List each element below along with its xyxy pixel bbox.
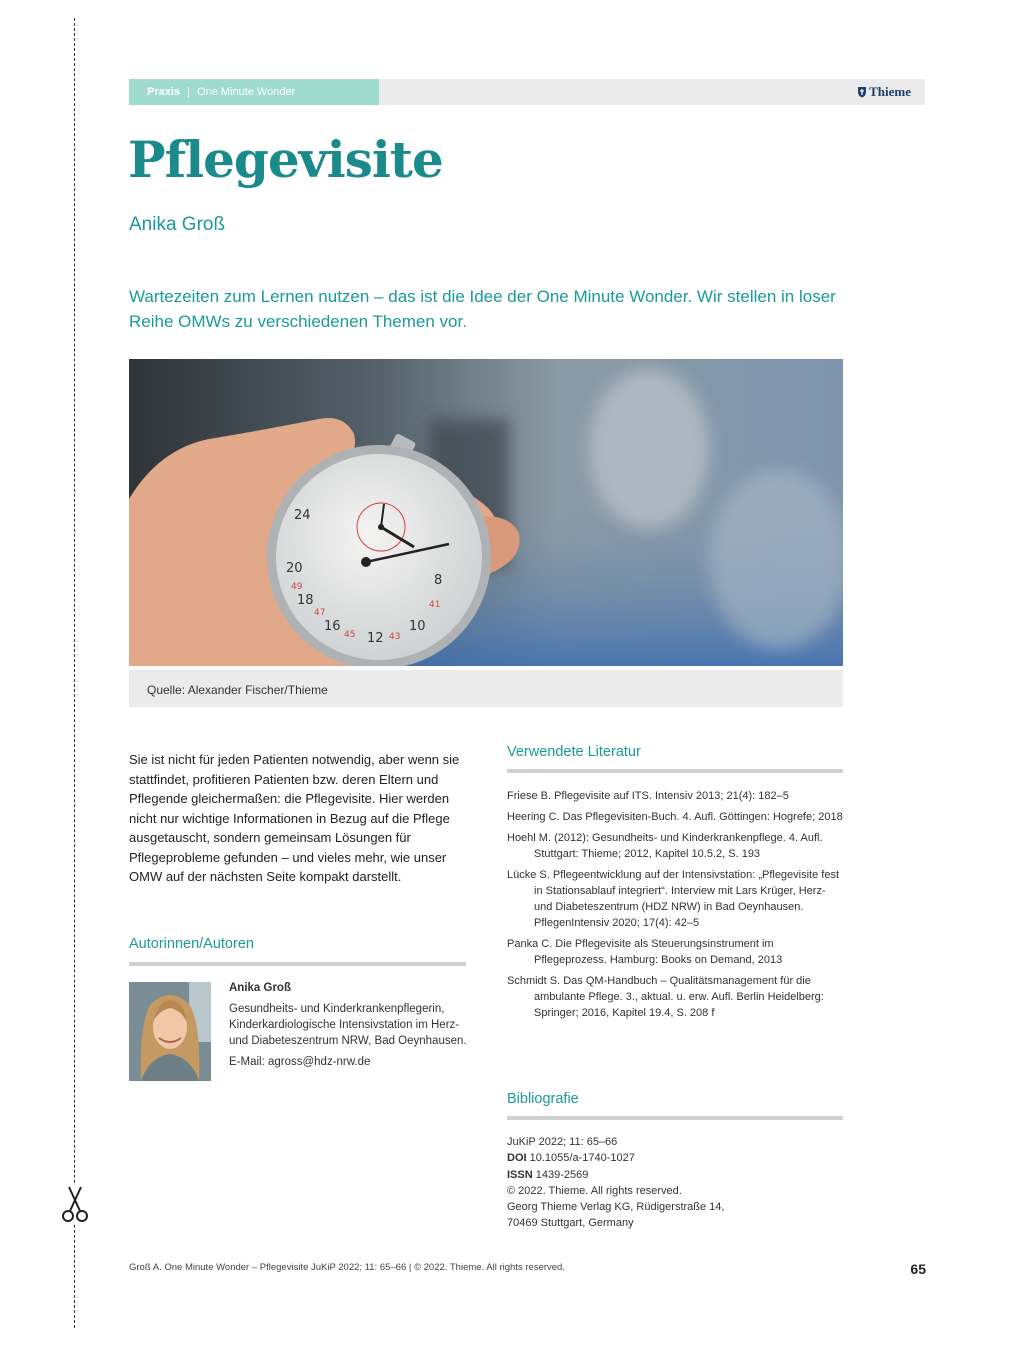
reference-item: Panka C. Die Pflegevisite als Steuerungsinstrument im Pflegeprozess. Hamburg: Books on Demand, 2013 bbox=[507, 938, 783, 966]
bib-doi-label: DOI bbox=[507, 1152, 527, 1165]
bibliography-rule bbox=[507, 1116, 843, 1120]
reference-item: Friese B. Pflegevisite auf ITS. Intensiv 2013; 21(4): 182–5 bbox=[507, 790, 789, 802]
svg-text:49: 49 bbox=[291, 582, 303, 592]
authors-heading: Autorinnen/Autoren bbox=[129, 936, 254, 952]
series-label: One Minute Wonder bbox=[197, 86, 296, 98]
reference-item: Schmidt S. Das QM-Handbuch – Qualitätsmanagement für die ambulante Pflege. 3., aktual. u. erw. Aufl. Berlin Heidelberg: Springer; 2016, Kapitel 19.4, S. 208 f bbox=[507, 975, 824, 1019]
svg-text:47: 47 bbox=[314, 608, 326, 618]
author-email: E-Mail: agross@hdz-nrw.de bbox=[229, 1056, 371, 1068]
svg-text:20: 20 bbox=[286, 561, 303, 576]
bib-doi-line bbox=[507, 1150, 845, 1166]
bib-copyright: © 2022. Thieme. All rights reserved. bbox=[507, 1184, 682, 1197]
brand-logo bbox=[857, 79, 911, 105]
author-affiliation: Gesundheits- und Kinderkrankenpflegerin, Kinderkardiologische Intensivstation im Herz- und Diabeteszentrum NRW, Bad Oeynhausen. bbox=[229, 1003, 467, 1047]
reference-item: Hoehl M. (2012): Gesundheits- und Kinderkrankenpflege. 4. Aufl. Stuttgart: Thieme; 2012, Kapitel 10.5.2, S. 193 bbox=[507, 832, 823, 860]
bib-publisher-line1: Georg Thieme Verlag KG, Rüdigerstraße 14, bbox=[507, 1201, 725, 1214]
author-info bbox=[229, 980, 469, 1070]
svg-text:41: 41 bbox=[429, 600, 441, 610]
scissors-icon bbox=[62, 1185, 88, 1223]
author-photo bbox=[129, 982, 211, 1081]
image-caption: Quelle: Alexander Fischer/Thieme bbox=[129, 670, 843, 707]
authors-rule bbox=[129, 962, 466, 966]
svg-text:43: 43 bbox=[389, 632, 401, 642]
bib-journal: JuKiP 2022; 11: 65–66 bbox=[507, 1136, 618, 1148]
literature-heading: Verwendete Literatur bbox=[507, 744, 641, 760]
svg-text:18: 18 bbox=[297, 593, 314, 608]
bib-publisher-line2: 70469 Stuttgart, Germany bbox=[507, 1217, 634, 1230]
author-name: Anika Groß bbox=[229, 982, 291, 994]
article-lead: Wartezeiten zum Lernen nutzen – das ist die Idee der One Minute Wonder. Wir stellen in loser Reihe OMWs zu verschiedenen Themen vor. bbox=[129, 287, 836, 331]
literature-rule bbox=[507, 769, 843, 773]
page-number: 65 bbox=[910, 1261, 926, 1277]
section-label: Praxis bbox=[147, 86, 181, 98]
svg-text:45: 45 bbox=[344, 630, 356, 640]
stopwatch-photo bbox=[129, 359, 843, 666]
header-bar bbox=[129, 79, 925, 105]
svg-text:16: 16 bbox=[324, 619, 341, 634]
bib-issn: 1439-2569 bbox=[535, 1168, 589, 1181]
footer-citation: Groß A. One Minute Wonder – Pflegevisite JuKiP 2022; 11: 65–66 | © 2022. Thieme. All rights reserved. bbox=[129, 1262, 565, 1273]
section-tag bbox=[129, 79, 379, 105]
bib-issn-label: ISSN bbox=[507, 1168, 533, 1181]
brand-name: Thieme bbox=[869, 84, 911, 99]
thieme-shield-icon bbox=[857, 86, 867, 98]
svg-text:24: 24 bbox=[294, 508, 311, 523]
bib-issn-line bbox=[507, 1167, 845, 1183]
reference-list bbox=[507, 788, 845, 1026]
svg-text:8: 8 bbox=[434, 573, 443, 588]
reference-item: Lücke S. Pflegeentwicklung auf der Intensivstation: „Pflegevisite fest in Stationsablauf integriert“. Interview mit Lars Krüger, Herz- und Diabeteszentrum (HDZ NRW) in Bad Oeynhausen. PflegenIntensiv 2020; 17(4): 42–5 bbox=[507, 869, 840, 929]
bib-doi: 10.1055/a-1740-1027 bbox=[529, 1152, 635, 1165]
body-paragraph: Sie ist nicht für jeden Patienten notwendig, aber wenn sie stattfindet, profitieren Patienten bzw. deren Eltern und Pflegende gleichermaßen: die Pflegevisite. Hier werden nicht nur wichtige Informationen in Bezug auf die Pflege ausgetauscht, sondern gemeinsam Lösungen für Pflegeprobleme gefunden – und vieles mehr, wie unser OMW auf der nächsten Seite kompakt darstellt. bbox=[129, 752, 460, 884]
reference-item: Heering C. Das Pflegevisiten-Buch. 4. Aufl. Göttingen: Hogrefe; 2018 bbox=[507, 811, 843, 823]
svg-text:10: 10 bbox=[409, 619, 426, 634]
svg-text:12: 12 bbox=[367, 631, 384, 646]
bibliography-heading: Bibliografie bbox=[507, 1091, 579, 1107]
cut-line bbox=[74, 18, 75, 1328]
section-separator: | bbox=[187, 86, 190, 98]
article-author: Anika Groß bbox=[129, 214, 226, 235]
bibliography-block bbox=[507, 1134, 845, 1232]
article-title: Pflegevisite bbox=[128, 130, 443, 189]
